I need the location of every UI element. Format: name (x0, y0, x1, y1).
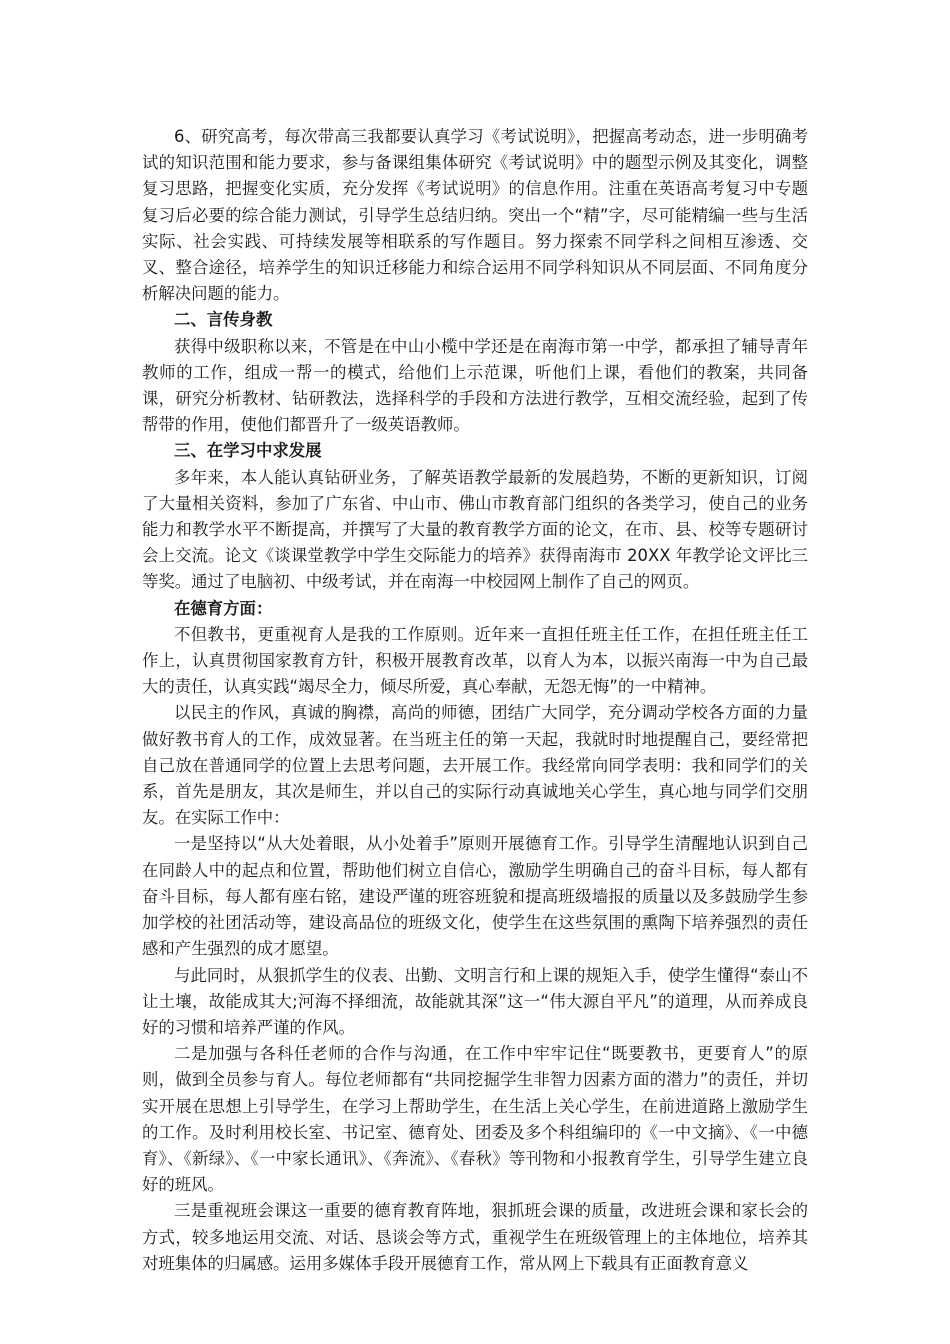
paragraph-point-three: 三是重视班会课这一重要的德育教育阵地，狠抓班会课的质量，改进班会课和家长会的方式，较多地运用交流、对话、恳谈会等方式，重视学生在班级管理上的主体地位，培养其对班集体的归属感。运用多媒体手段开展德育工作，常从网上下载具有正面教育意义 (142, 1201, 808, 1273)
paragraph-democratic-style: 以民主的作风，真诚的胸襟，高尚的师德，团结广大同学，充分调动学校各方面的力量做好教书育人的工作，成效显著。在当班主任的第一天起，我就时时地提醒自己，要经常把自己放在普通同学的位置上去思考问题，去开展工作。我经常向同学表明：我和同学们的关系，首先是朋友，其次是师生，并以自己的实际行动真诚地关心学生，真心地与同学们交朋友。在实际工作中： (142, 703, 808, 828)
document-page (142, 124, 808, 1277)
heading-teach-by-example: 二、言传身教 (174, 310, 273, 330)
paragraph-point-one: 一是坚持以“从大处着眼，从小处着手”原则开展德育工作。引导学生清醒地认识到自己在同龄人中的起点和位置，帮助他们树立自信心，激励学生明确自己的奋斗目标，每人都有奋斗目标，每人都有座右铭，建设严谨的班容班貌和提高班级墙报的质量以及多鼓励学生参加学校的社团活动等，建设高品位的班级文化，使学生在这些氛围的熏陶下培养强烈的责任感和产生强烈的成才愿望。 (142, 834, 808, 959)
paragraph-mentoring: 获得中级职称以来，不管是在中山小榄中学还是在南海市第一中学，都承担了辅导青年教师的工作，组成一帮一的模式，给他们上示范课，听他们上课，看他们的教案，共同备课，研究分析教材、钻研教法，选择科学的手段和方法进行教学，互相交流经验，起到了传帮带的作用，使他们都晋升了一级英语教师。 (142, 336, 808, 435)
heading-learning-development: 三、在学习中求发展 (174, 441, 322, 461)
paragraph-discipline: 与此同时，从狠抓学生的仪表、出勤、文明言行和上课的规矩入手，使学生懂得“泰山不让土壤，故能成其大;河海不择细流，故能就其深”这一“伟大源自平凡”的道理，从而养成良好的习惯和培养严谨的作风。 (142, 965, 808, 1037)
paragraph-work-principle: 不但教书，更重视育人是我的工作原则。近年来一直担任班主任工作，在担任班主任工作上，认真贯彻国家教育方针，积极开展教育改革，以育人为本，以振兴南海一中为自己最大的责任，认真实践“竭尽全力，倾尽所爱，真心奉献，无怨无悔”的一中精神。 (142, 624, 808, 697)
heading-moral-education: 在德育方面： (174, 598, 273, 618)
paragraph-professional-study: 多年来，本人能认真钻研业务，了解英语教学最新的发展趋势，不断的更新知识，订阅了大量相关资料，参加了广东省、中山市、佛山市教育部门组织的各类学习，使自己的业务能力和教学水平不断提高，并撰写了大量的教育教学方面的论文，在市、县、校等专题研讨会上交流。论文《谈课堂教学中学生交际能力的培养》获得南海市 20XX 年教学论文评比三等奖。通过了电脑初、中级考试，并在南海一中校园网上制作了自己的网页。 (142, 467, 808, 592)
paragraph-point-two: 二是加强与各科任老师的合作与沟通，在工作中牢牢记住“既要教书，更要育人”的原则，做到全员参与育人。每位老师都有“共同挖掘学生非智力因素方面的潜力”的责任，并切实开展在思想上引导学生，在学习上帮助学生，在生活上关心学生，在前进道路上激励学生的工作。及时利用校长室、书记室、德育处、团委及多个科组编印的《一中文摘》、《一中德育》、《新绿》、《一中家长通讯》、《奔流》、《春秋》等刊物和小报教育学生，引导学生建立良好的班风。 (142, 1044, 808, 1195)
paragraph-research-gaokao: 6、研究高考，每次带高三我都要认真学习《考试说明》，把握高考动态，进一步明确考试的知识范围和能力要求，参与备课组集体研究《考试说明》中的题型示例及其变化，调整复习思路，把握变化实质，充分发挥《考试说明》的信息作用。注重在英语高考复习中专题复习后必要的综合能力测试，引导学生总结归纳。突出一个“精”字，尽可能精编一些与生活实际、社会实践、可持续发展等相联系的写作题目。努力探索不同学科之间相互渗透、交叉、整合途径，培养学生的知识迁移能力和综合运用不同学科知识从不同层面、不同角度分析解决问题的能力。 (142, 127, 808, 304)
